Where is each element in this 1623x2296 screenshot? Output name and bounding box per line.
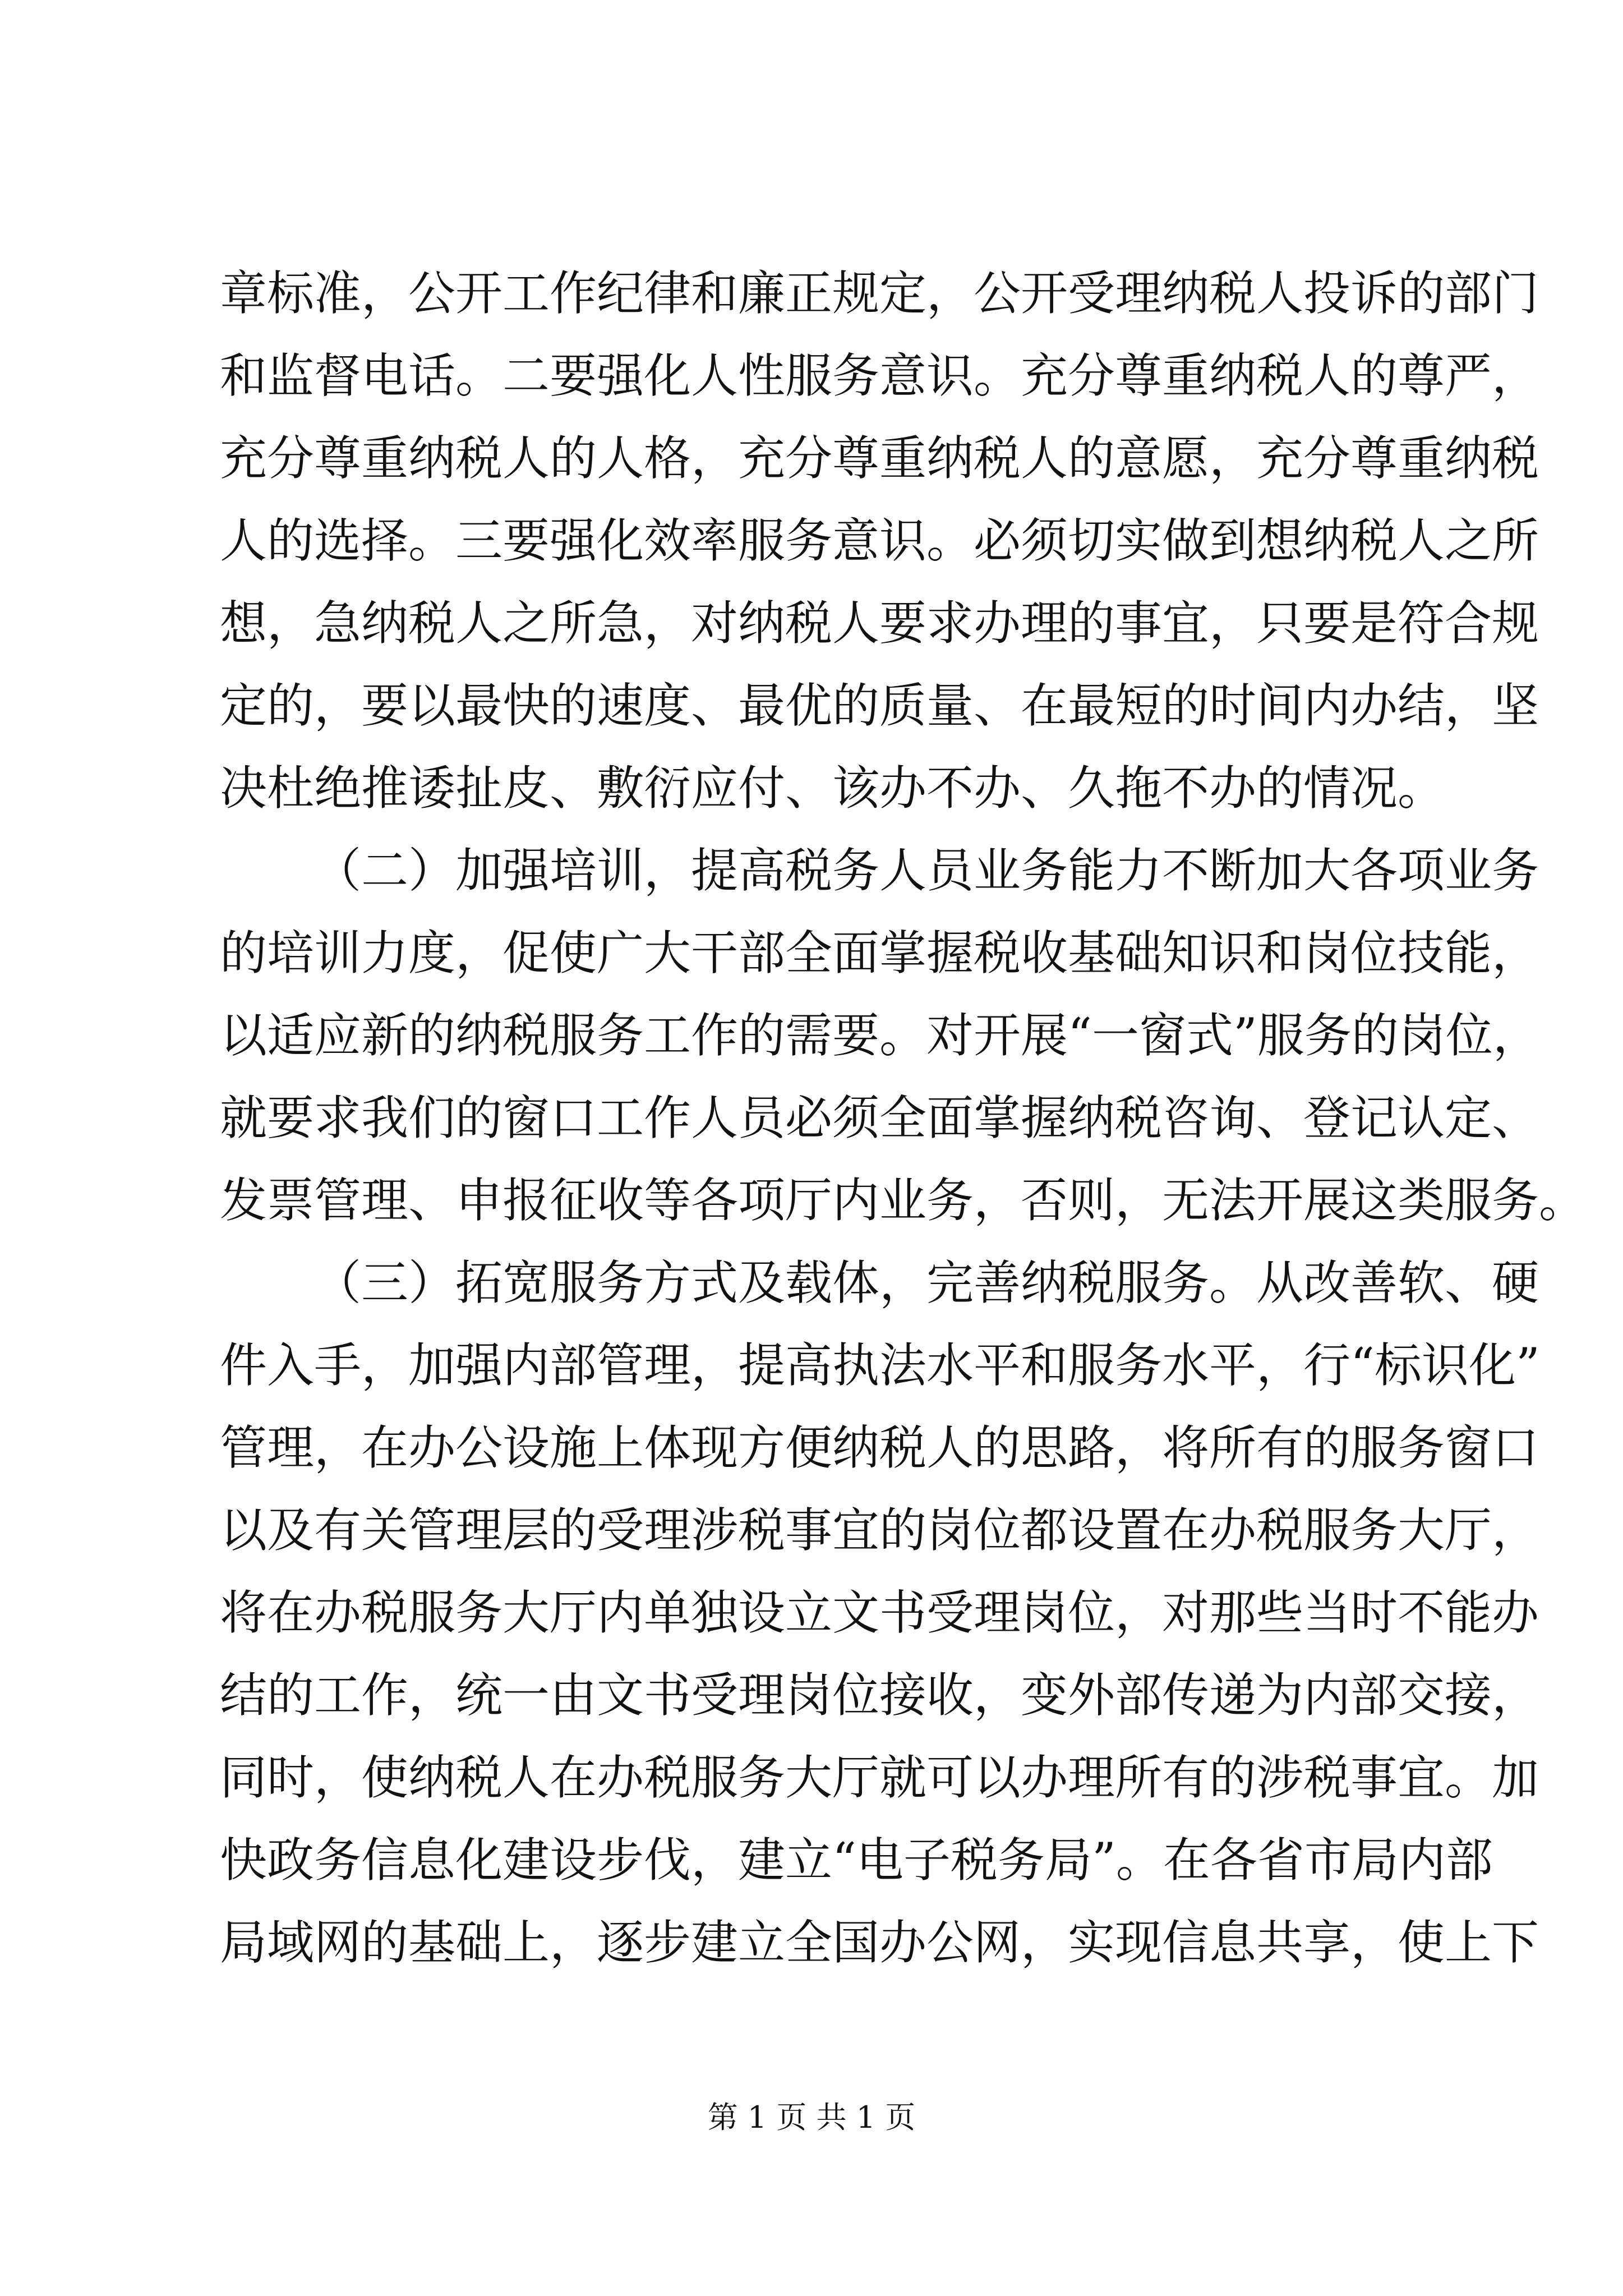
text-line: 结的工作，统一由文书受理岗位接收，变外部传递为内部交接， — [220, 1668, 1539, 1723]
text-line: 章标准，公开工作纪律和廉正规定，公开受理纳税人投诉的部门 — [220, 266, 1539, 321]
text-line: 和监督电话。二要强化人性服务意识。充分尊重纳税人的尊严， — [220, 348, 1539, 403]
text-line: 就要求我们的窗口工作人员必须全面掌握纳税咨询、登记认定、 — [220, 1091, 1539, 1145]
text-line: 将在办税服务大厅内单独设立文书受理岗位，对那些当时不能办 — [220, 1585, 1539, 1640]
text-line: 快政务信息化建设步伐，建立“电子税务局”。在各省市局内部 — [220, 1833, 1493, 1888]
text-line: 充分尊重纳税人的人格，充分尊重纳税人的意愿，充分尊重纳税 — [220, 431, 1539, 486]
text-line: 同时，使纳税人在办税服务大厅就可以办理所有的涉税事宜。加 — [220, 1750, 1539, 1805]
page-footer — [0, 2098, 1623, 2137]
text-line: 决杜绝推诿扯皮、敷衍应付、该办不办、久拖不办的情况。 — [220, 761, 1445, 816]
text-line: 件入手，加强内部管理，提高执法水平和服务水平，行“标识化” — [220, 1338, 1540, 1393]
text-line: 局域网的基础上，逐步建立全国办公网，实现信息共享，使上下 — [220, 1915, 1539, 1970]
text-line: 管理，在办公设施上体现方便纳税人的思路，将所有的服务窗口 — [220, 1420, 1539, 1475]
section-heading-line: （三）拓宽服务方式及载体，完善纳税服务。从改善软、硬 — [314, 1255, 1539, 1310]
text-line: 的培训力度，促使广大干部全面掌握税收基础知识和岗位技能， — [220, 926, 1539, 981]
text-line: 定的，要以最快的速度、最优的质量、在最短的时间内办结，坚 — [220, 678, 1539, 733]
body-text — [220, 252, 1587, 1984]
page-number-label: 第 1 页 共 1 页 — [707, 2100, 916, 2135]
text-line: 发票管理、申报征收等各项厅内业务，否则，无法开展这类服务。 — [220, 1173, 1587, 1228]
text-line: 人的选择。三要强化效率服务意识。必须切实做到想纳税人之所 — [220, 513, 1539, 568]
text-line: 想，急纳税人之所急，对纳税人要求办理的事宜，只要是符合规 — [220, 596, 1539, 651]
text-line: 以及有关管理层的受理涉税事宜的岗位都设置在办税服务大厅， — [220, 1503, 1539, 1558]
section-heading-line: （二）加强培训，提高税务人员业务能力不断加大各项业务 — [314, 843, 1539, 898]
text-line: 以适应新的纳税服务工作的需要。对开展“一窗式”服务的岗位， — [220, 1008, 1540, 1063]
